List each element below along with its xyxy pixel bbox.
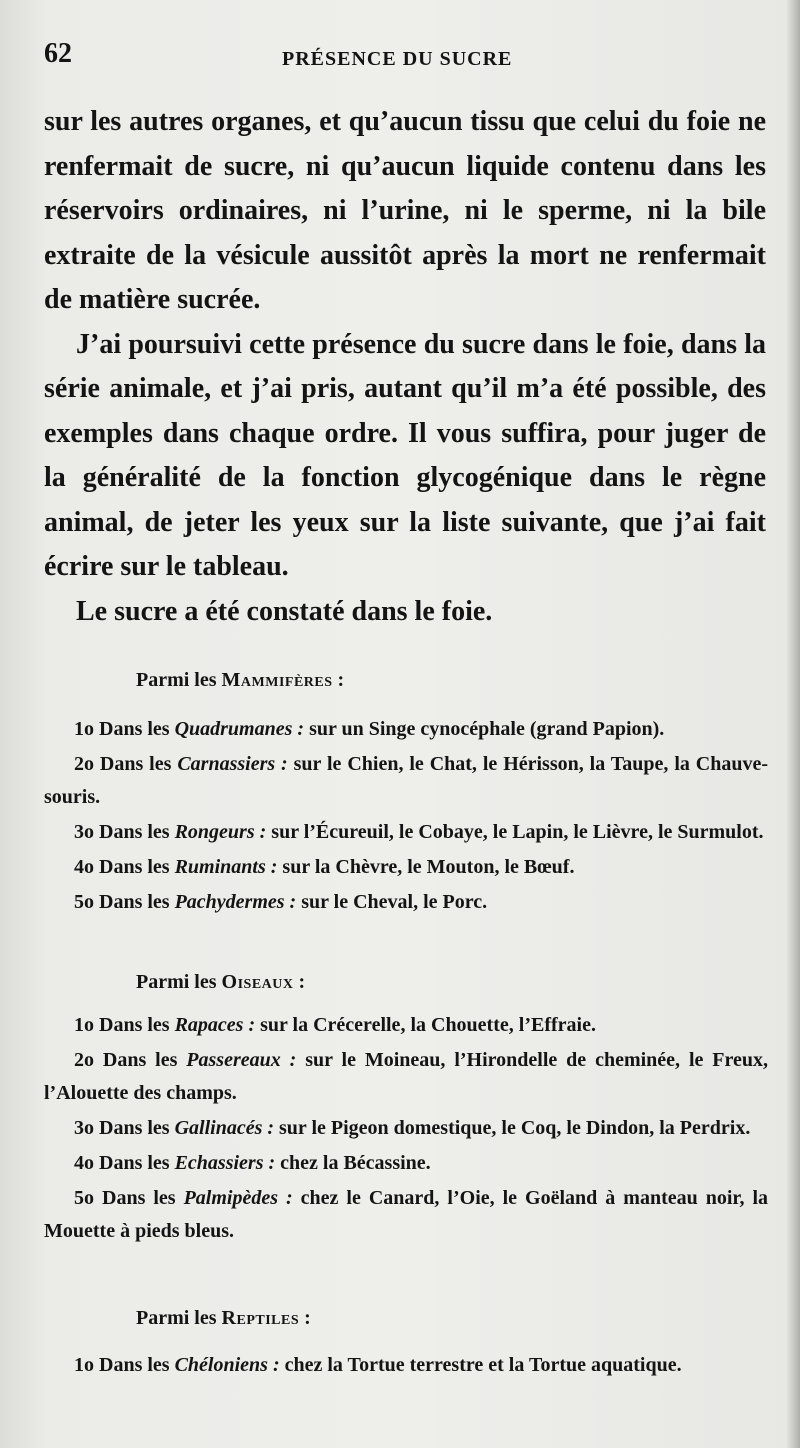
list-item: 3o Dans les Gallinacés : sur le Pigeon domestique, le Coq, le Dindon, la Perdrix.	[74, 1117, 751, 1139]
group-name: Mammifères	[221, 669, 333, 691]
list-item: 1o Dans les Chéloniens : chez la Tortue terrestre et la Tortue aquatique.	[74, 1354, 682, 1376]
page-number: 62	[44, 38, 72, 69]
list-item: 1o Dans les Rapaces : sur la Crécerelle, la Chouette, l’Effraie.	[74, 1014, 596, 1036]
list-item: 2o Dans les Passereaux : sur le Moineau, l’Hirondelle de cheminée, le Freux, l’Alouette des champs.	[44, 1049, 769, 1104]
group-heading: Parmi les Oiseaux :	[136, 971, 306, 993]
list-item: 4o Dans les Ruminants : sur la Chèvre, le Mouton, le Bœuf.	[74, 856, 575, 878]
species-list-mammiferes	[44, 664, 768, 919]
body-text	[44, 100, 766, 634]
paragraph: sur les autres organes, et qu’aucun tissu que celui du foie ne renfermait de sucre, ni qu’aucun liquide contenu dans les réservoirs ordinaires, ni l’urine, ni le sperme, ni la bile extraite de la vésicule aussitôt après la mort ne renfermait de matière sucrée.	[44, 106, 766, 315]
list-item: 4o Dans les Echassiers : chez la Bécassine.	[74, 1152, 431, 1174]
list-item: 5o Dans les Pachydermes : sur le Cheval, le Porc.	[74, 891, 488, 913]
group-name: Reptiles	[221, 1307, 300, 1329]
list-item: 2o Dans les Carnassiers : sur le Chien, le Chat, le Hérisson, la Taupe, la Chauve-souris.	[44, 753, 769, 808]
group-heading: Parmi les Mammifères :	[136, 669, 345, 691]
group-name: Oiseaux	[221, 971, 294, 993]
species-list-oiseaux	[44, 966, 768, 1248]
paragraph: J’ai poursuivi cette présence du sucre dans le foie, dans la série animale, et j’ai pris, autant qu’il m’a été possible, des exemples dans chaque ordre. Il vous suffira, pour juger de la généralité de la fonction glycogénique dans le règne animal, de jeter les yeux sur la liste suivante, que j’ai fait écrire sur le tableau.	[44, 328, 766, 582]
list-item: 3o Dans les Rongeurs : sur l’Écureuil, le Cobaye, le Lapin, le Lièvre, le Surmulot.	[74, 821, 764, 843]
species-list-reptiles	[44, 1302, 768, 1382]
paragraph: Le sucre a été constaté dans le foie.	[76, 595, 493, 627]
list-item: 5o Dans les Palmipèdes : chez le Canard, l’Oie, le Goëland à manteau noir, la Mouette à pieds bleus.	[44, 1187, 769, 1242]
list-item: 1o Dans les Quadrumanes : sur un Singe cynocéphale (grand Papion).	[74, 718, 665, 740]
group-heading: Parmi les Reptiles :	[136, 1307, 311, 1329]
running-title: PRÉSENCE DU SUCRE	[282, 48, 513, 70]
page-header	[44, 38, 770, 82]
page-gutter-shadow	[786, 0, 800, 1448]
